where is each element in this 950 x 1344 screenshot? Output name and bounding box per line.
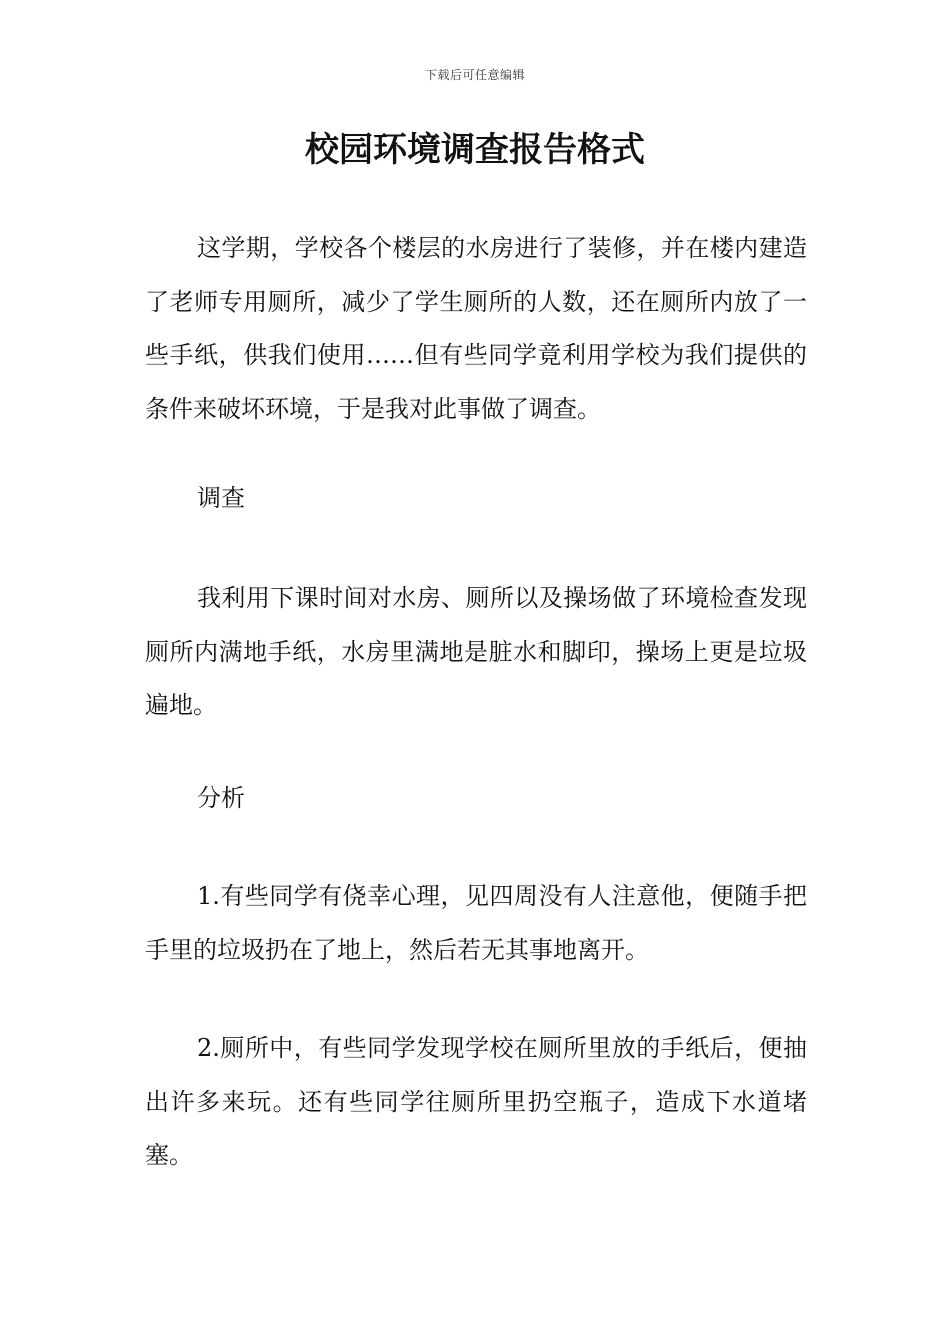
header-note: 下载后可任意编辑 xyxy=(424,68,525,82)
analysis-heading: 分析 xyxy=(197,784,245,812)
analysis-point-2: 2.厕所中，有些同学发现学校在厕所里放的手纸后，便抽出许多来玩。还有些同学往厕所里扔空瓶子，造成下水道堵塞。 xyxy=(145,1034,807,1169)
investigation-heading: 调查 xyxy=(197,484,245,512)
analysis-point-1: 1.有些同学有侥幸心理，见四周没有人注意他，便随手把手里的垃圾扔在了地上，然后若无其事地离开。 xyxy=(145,882,807,964)
investigation-paragraph: 我利用下课时间对水房、厕所以及操场做了环境检查发现厕所内满地手纸，水房里满地是脏水和脚印，操场上更是垃圾遍地。 xyxy=(145,584,807,719)
document-title: 校园环境调查报告格式 xyxy=(305,130,645,170)
intro-paragraph: 这学期，学校各个楼层的水房进行了装修，并在楼内建造了老师专用厕所，减少了学生厕所的人数，还在厕所内放了一些手纸，供我们使用……但有些同学竟利用学校为我们提供的条件来破坏环境，于是我对此事做了调查。 xyxy=(145,234,807,423)
